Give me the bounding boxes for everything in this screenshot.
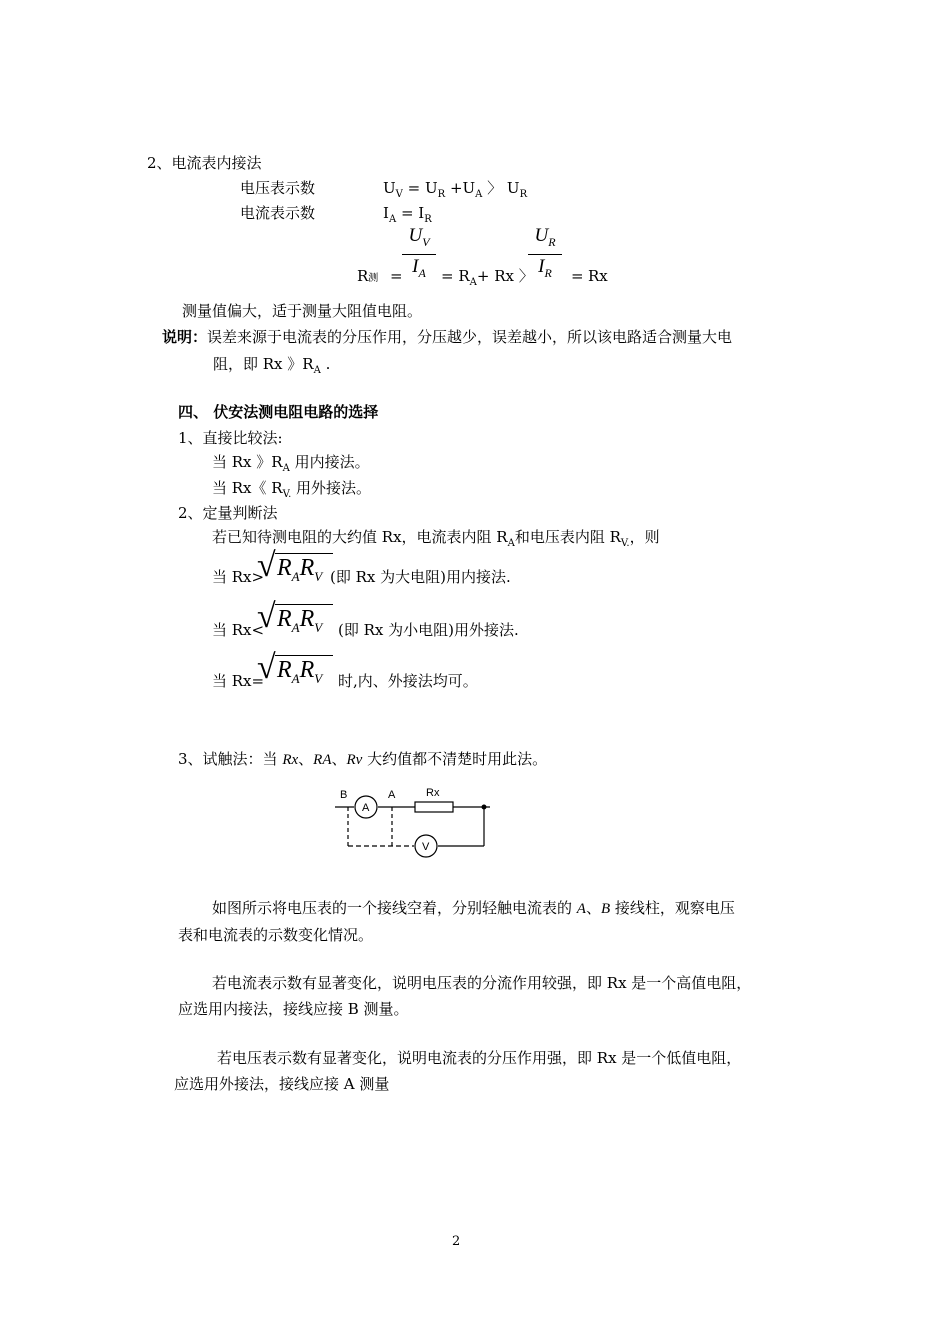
r-measured-label: R测 (357, 267, 379, 285)
note-label: 说明： (162, 328, 208, 346)
ammeter-reading-formula: $I_A = I_R$ (383, 204, 432, 225)
condition-1-text: (即 Rx 为大电阻)用内接法. (330, 568, 511, 586)
terminal-a-label: A (388, 789, 396, 801)
ammeter-reading-label: 电流表示数 (240, 204, 316, 222)
section-heading: 2、电流表内接法 (147, 154, 262, 172)
section-4-heading: 四、 伏安法测电阻电路的选择 (178, 403, 379, 421)
sqrt-ra-rv-1: √ $R_AR_V$ (257, 549, 337, 589)
sqrt-ra-rv-3: √ $R_AR_V$ (257, 651, 337, 691)
condition-1-prefix: 当 Rx> (212, 568, 265, 586)
equals-sign: = (390, 267, 403, 285)
sqrt-ra-rv-2: √ $R_AR_V$ (257, 600, 337, 640)
paragraph-1-line-1: 如图所示将电压表的一个接线空着，分别轻触电流表的 A、B 接线柱，观察电压 (212, 899, 735, 917)
paragraph-2-line-1: 若电流表示数有显著变化，说明电压表的分流作用较强，即 Rx 是一个高值电阻， (212, 974, 752, 992)
voltmeter-reading-formula: $U_V = U_R +U_A$ 〉 $U_R$ (383, 179, 528, 200)
condition-3-text: 时,内、外接法均可。 (338, 672, 478, 690)
paragraph-3-line-1: 若电压表示数有显著变化，说明电流表的分压作用强，即 Rx 是一个低值电阻， (217, 1049, 742, 1067)
condition-2-prefix: 当 Rx< (212, 621, 265, 639)
note-line-1: 说明：误差来源于电流表的分压作用，分压越少，误差越小，所以该电路适合测量大电 (162, 328, 733, 346)
fraction-uv-ia: $U_V$ $I_A$ (402, 226, 436, 283)
resistor-rx-label: Rx (426, 787, 440, 799)
method-1-title: 1、直接比较法: (178, 429, 283, 447)
fraction-ur-ir: $U_R$ $I_R$ (528, 226, 562, 283)
method-2-intro: 若已知待测电阻的大约值 Rx，电流表内阻 $R_A$和电压表内阻 $R_{V.}$，则 (212, 528, 660, 549)
method-1-line-1: 当 Rx 》$R_A$ 用内接法。 (212, 453, 370, 474)
equals-sign-2: = (571, 267, 584, 285)
ammeter-symbol: A (362, 802, 370, 814)
note-line-2: 阻，即 Rx 》$R_A$ . (213, 355, 331, 376)
paragraph-2-line-2: 应选用内接法，接线应接 B 测量。 (178, 1000, 409, 1018)
trial-touch-circuit-diagram (330, 782, 500, 862)
method-1-line-2: 当 Rx《 $R_{V.}$ 用外接法。 (212, 479, 372, 500)
method-3-text: 3、试触法：当 Rx、RA、Rv 大约值都不清楚时用此法。 (178, 750, 548, 768)
r-measured-result: Rx (588, 267, 608, 285)
conclusion-text: 测量值偏大，适于测量大阻值电阻。 (182, 302, 423, 320)
voltmeter-symbol: V (422, 841, 430, 853)
paragraph-3-line-2: 应选用外接法，接线应接 A 测量 (174, 1075, 390, 1093)
condition-3-prefix: 当 Rx= (212, 672, 265, 690)
voltmeter-reading-label: 电压表示数 (240, 179, 316, 197)
r-measured-middle: = $R_A+ Rx$ 〉 (441, 267, 534, 288)
terminal-b-label: B (340, 789, 348, 801)
paragraph-1-line-2: 表和电流表的示数变化情况。 (178, 926, 374, 944)
method-2-title: 2、定量判断法 (178, 504, 278, 522)
condition-2-text: (即 Rx 为小电阻)用外接法. (338, 621, 519, 639)
page-number: 2 (452, 1234, 461, 1249)
